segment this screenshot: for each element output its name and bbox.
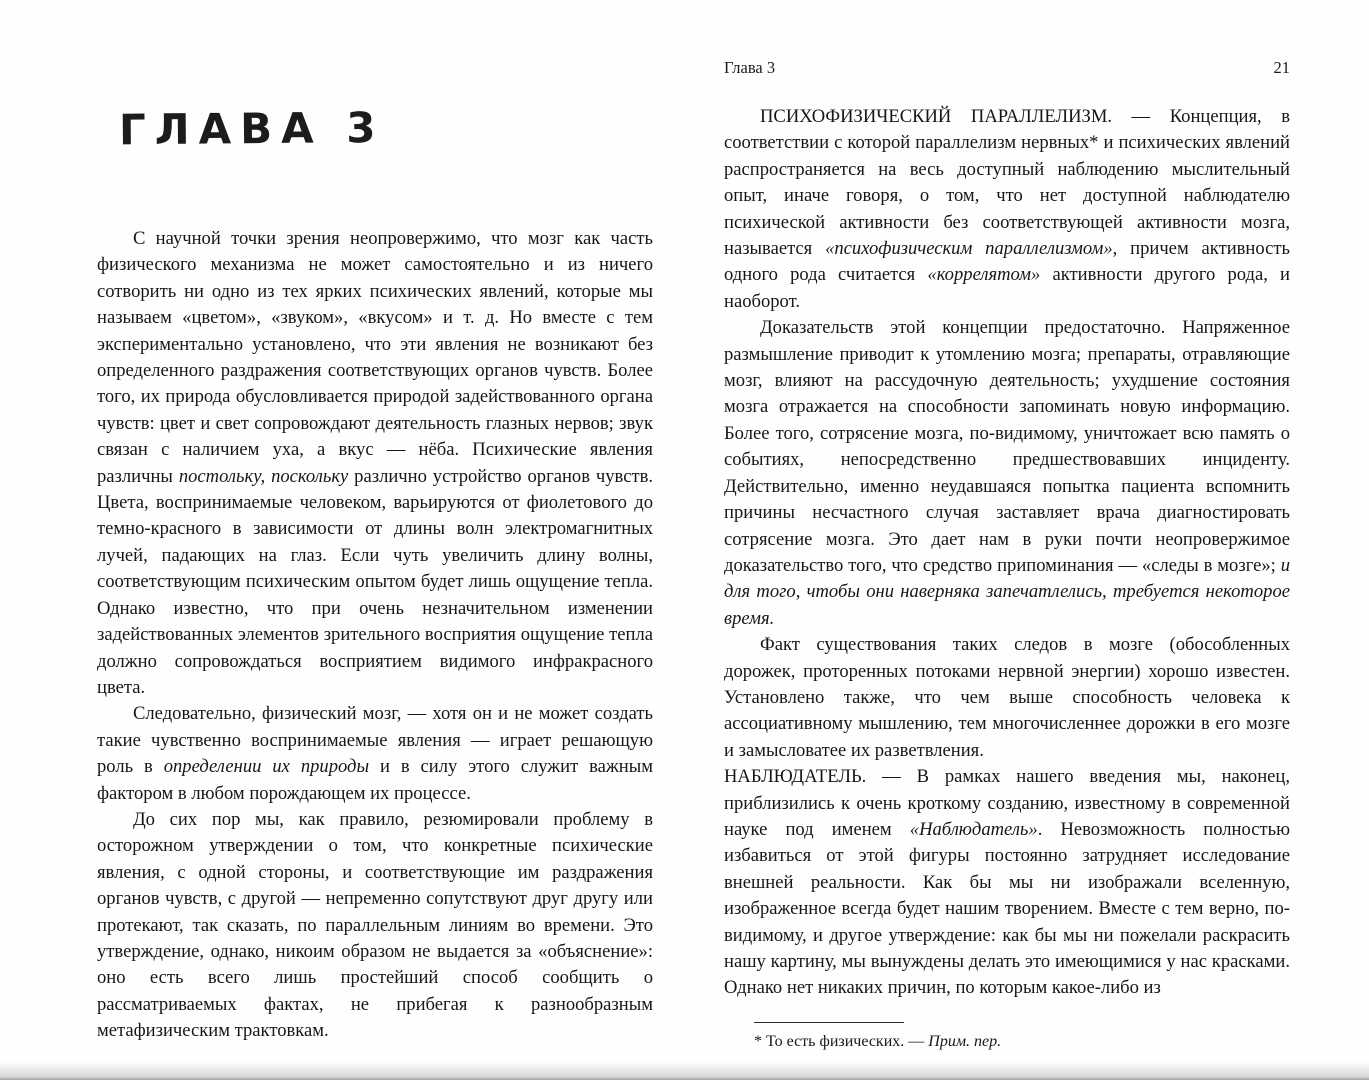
paragraph (724, 632, 1290, 764)
paragraph (724, 315, 1290, 632)
italic-run: «психофизическим параллелизмом» (825, 238, 1113, 260)
text-run: Доказательств этой концепции предостаточно. Напряженное размышление приводит к утомлению мозга; препараты, отравляющие мозг, влияют на рассудочную деятельность; ухудшение состояния мозга отражается на способности запоминать новую информацию. Более того, сотрясение мозга, по-видимому, уничтожает всю память о событиях, непосредственно предшествовавших инциденту. Действительно, именно неудавшаяся попытка пациента вспомнить причины несчастного случая заставляет врача диагностировать сотрясение мозга. Это дает нам в руки почти неопровержимое доказательство того, что средство припоминания — «следы в мозге»; (724, 317, 1290, 576)
page-left-body (97, 226, 653, 1045)
page-left (97, 0, 653, 1045)
text-run: Следовательно, физический мозг, — хотя он и не может создать такие чувственно воспринимаемые явления — играет решающую роль в (97, 703, 653, 778)
italic-run: определении их природы (163, 756, 370, 778)
running-header (724, 58, 1290, 78)
chapter-heading: ГЛАВА 3 (118, 103, 385, 155)
paragraph (97, 701, 653, 807)
italic-run: постольку, поскольку (178, 465, 349, 487)
text-run: С научной точки зрения неопровержимо, что мозг как часть физического механизма не может самостоятельно и из ничего сотворить ни одно из тех ярких психических явлений, которые мы называем «цветом», «звуком», «вкусом» и т. д. Но вместе с тем экспериментально установлено, что эти явления не возникают без определенного раздражения соответствующих органов чувств. Более того, их природа обусловливается природой задействованного органа чувств: цвет и свет сопровождают деятельность глазных нервов; звук связан с наличием уха, а вкус — нёба. Психические явления различны (97, 228, 653, 487)
text-run: активности другого рода, и наоборот. (724, 264, 1290, 312)
page-right-body (724, 104, 1290, 1002)
text-run: * То есть физических. — (754, 1032, 929, 1050)
paragraph (724, 764, 1290, 1002)
paragraph (724, 104, 1290, 315)
page-right (724, 0, 1290, 1052)
scan-bottom-shadow (0, 1062, 1369, 1080)
italic-run: «Наблюдатель» (909, 818, 1038, 840)
footnote-divider (754, 1022, 904, 1023)
page-number: 21 (1273, 58, 1290, 77)
text-run: Факт существования таких следов в мозге (обособленных дорожек, проторенных потоками нервной энергии) хорошо известен. Установлено также, что чем выше способность человека к ассоциативному мышлению, тем многочисленнее дорожки в его мозге и замысловатее их разветвления. (724, 634, 1290, 761)
paragraph (97, 807, 653, 1045)
running-header-title: Глава 3 (724, 58, 776, 77)
text-run: и в силу этого служит важным фактором в любом порождающем их процессе. (97, 756, 653, 804)
text-run: , причем активность одного рода считается (724, 238, 1291, 286)
italic-run: Прим. пер. (928, 1032, 1002, 1050)
text-run: До сих пор мы, как правило, резюмировали проблему в осторожном утверждении о том, что конкретные психические явления, с одной стороны, и соответствующие им раздражения органов чувств, с другой — непременно сопутствуют друг другу или протекают, так сказать, по параллельным линиям во времени. Это утверждение, однако, никоим образом не выдается за «объяснение»: оно есть всего лишь простейший способ сообщить о рассматриваемых фактах, не прибегая к разнообразным метафизическим трактовкам. (97, 808, 653, 1042)
paragraph (97, 226, 653, 701)
footnote (754, 1031, 1290, 1052)
italic-run: «коррелятом» (927, 264, 1041, 286)
text-run: . Невозможность полностью избавиться от этой фигуры постоянно затрудняет исследование внешней реальности. Как бы мы ни изображали вселенную, изображенное всегда будет нашим творением. Вместе с тем верно, по-видимому, и другое утверждение: как бы мы ни пожелали раскрасить нашу картину, мы вынуждены делать это имеющимися у нас красками. Однако нет никаких причин, по которым какое-либо из (724, 818, 1291, 999)
text-run: НАБЛЮДАТЕЛЬ. — В рамках нашего введения мы, наконец, приблизились к очень кроткому созданию, известному в современной науке под именем (724, 766, 1290, 840)
italic-run: и для того, чтобы они наверняка запечатлелись, требуется некоторое время. (724, 554, 1290, 629)
text-run: ПСИХОФИЗИЧЕСКИЙ ПАРАЛЛЕЛИЗМ. — Концепция, в соответствии с которой параллелизм нервных* и психических явлений распространяется на весь доступный наблюдению мыслительный опыт, иначе говоря, о том, что нет доступной наблюдателю психической активности без соответствующей активности мозга, называется (724, 106, 1290, 260)
text-run: различно устройство органов чувств. Цвета, воспринимаемые человеком, варьируются от фиолетового до темно-красного в зависимости от длины волн электромагнитных лучей, падающих на глаз. Если чуть увеличить длину волны, соответствующим психическим опытом будет лишь ощущение тепла. Однако известно, что при очень незначительном изменении задействованных элементов зрительного восприятия ощущение тепла должно сопровождаться восприятием видимого инфракрасного цвета. (97, 465, 654, 698)
